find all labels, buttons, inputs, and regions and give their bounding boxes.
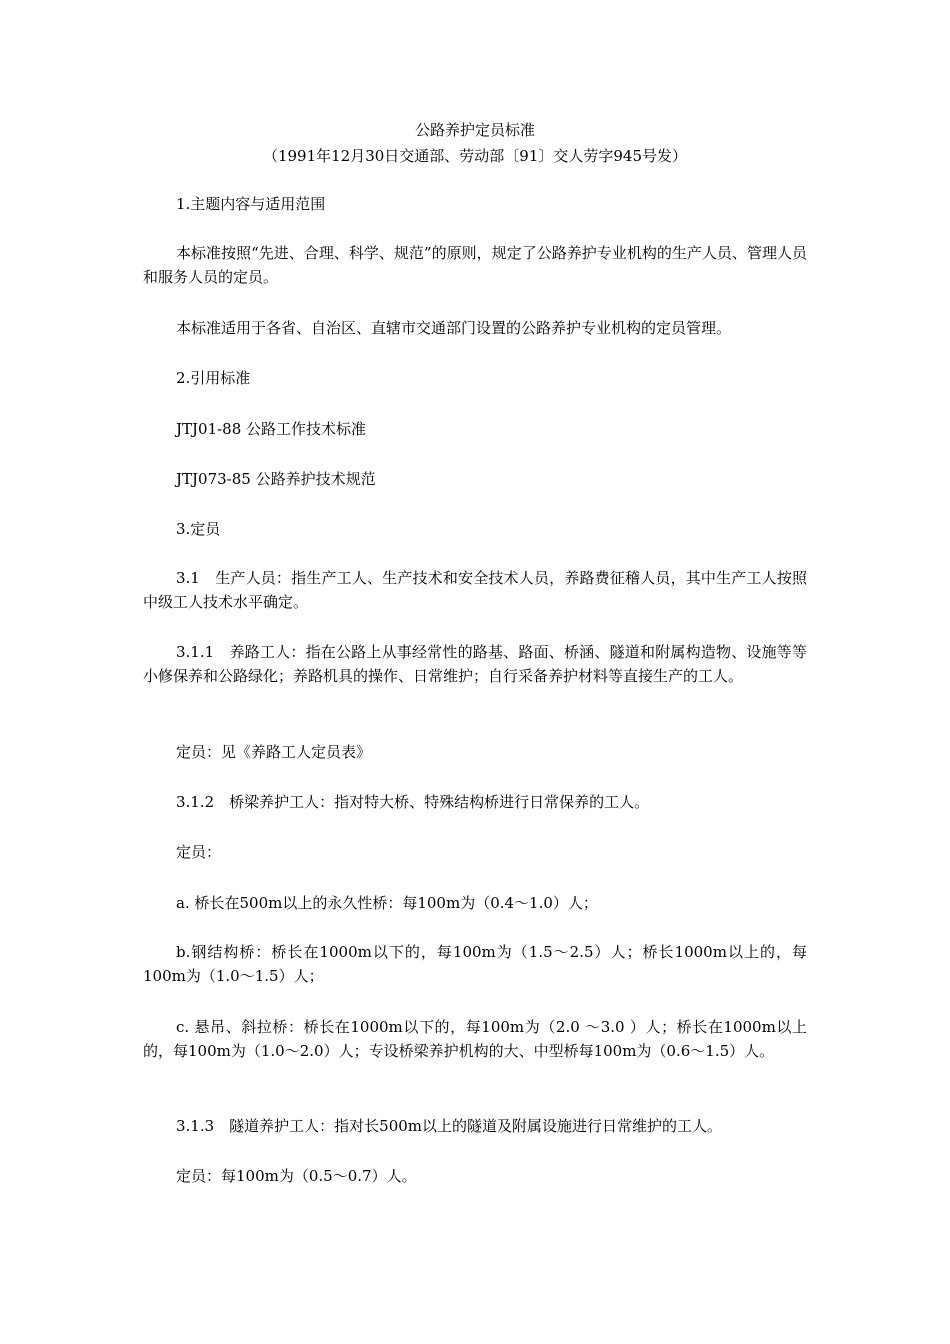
- section-heading: 1.主题内容与适用范围: [176, 195, 326, 213]
- paragraph: 定员：每100m为（0.5～0.7）人。: [176, 1167, 417, 1185]
- section-heading: 3.定员: [176, 520, 221, 538]
- list-item: c. 悬吊、斜拉桥：桥长在1000m以下的，每100m为（2.0 ～3.0 ）人；桥长在1000m以上的，每100m为（1.0～2.0）人；专设桥梁养护机构的大、中型桥每100m为（0.6～1.5）人。: [143, 1018, 807, 1060]
- paragraph: 本标准适用于各省、自治区、直辖市交通部门设置的公路养护专业机构的定员管理。: [176, 319, 732, 337]
- paragraph: 3.1.2 桥梁养护工人：指对特大桥、特殊结构桥进行日常保养的工人。: [176, 793, 650, 811]
- list-item: a. 桥长在500m以上的永久性桥：每100m为（0.4～1.0）人；: [176, 894, 598, 912]
- reference-item: JTJ073-85 公路养护技术规范: [176, 470, 376, 488]
- paragraph: 本标准按照“先进、合理、科学、规范”的原则，规定了公路养护专业机构的生产人员、管理人员和服务人员的定员。: [143, 244, 807, 286]
- paragraph: 定员：见《养路工人定员表》: [176, 743, 372, 761]
- paragraph: 定员：: [176, 843, 222, 861]
- paragraph: 3.1.1 养路工人：指在公路上从事经常性的路基、路面、桥涵、隧道和附属构造物、设施等等小修保养和公路绿化；养路机具的操作、日常维护；自行采备养护材料等直接生产的工人。: [143, 643, 807, 685]
- section-heading: 2.引用标准: [176, 369, 251, 387]
- document-subtitle: （1991年12月30日交通部、劳动部〔91〕交人劳字945号发）: [262, 147, 688, 165]
- paragraph: 3.1.3 隧道养护工人：指对长500m以上的隧道及附属设施进行日常维护的工人。: [176, 1117, 723, 1135]
- list-item: b.钢结构桥：桥长在1000m以下的，每100m为（1.5～2.5）人；桥长1000m以上的，每100m为（1.0～1.5）人；: [143, 943, 807, 985]
- paragraph: 3.1 生产人员：指生产工人、生产技术和安全技术人员，养路费征稽人员，其中生产工人按照中级工人技术水平确定。: [143, 569, 807, 611]
- document-title: 公路养护定员标准: [414, 121, 535, 139]
- reference-item: JTJ01-88 公路工作技术标准: [176, 420, 367, 438]
